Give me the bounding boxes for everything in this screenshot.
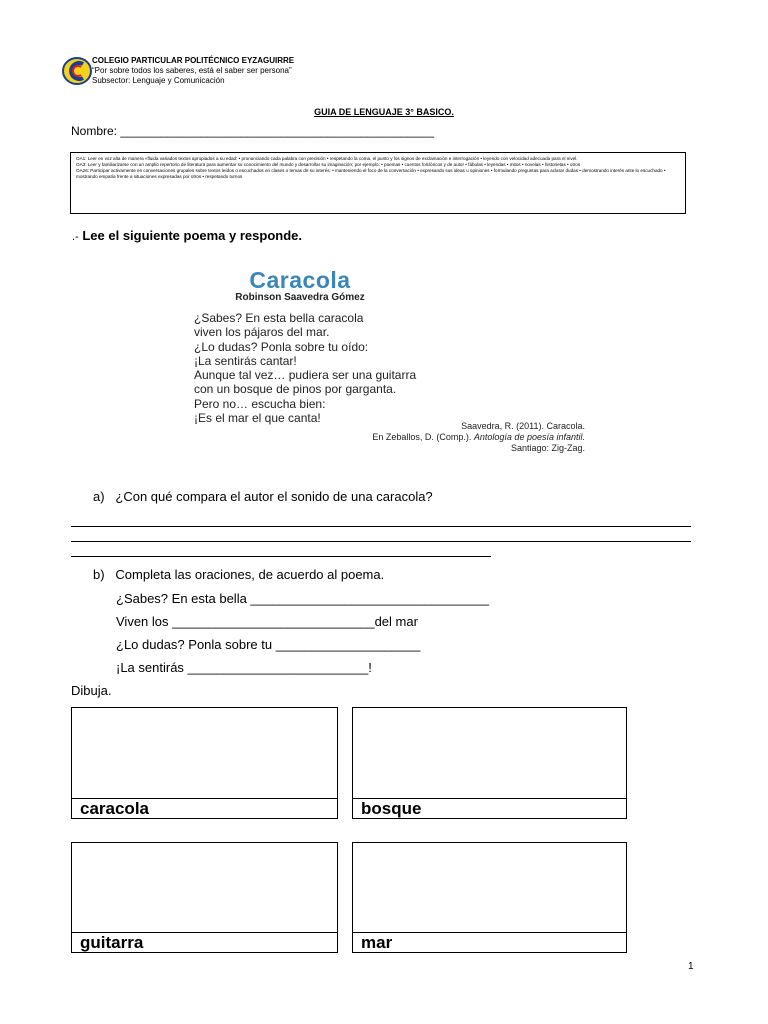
question-b-letter: b) bbox=[93, 567, 105, 582]
poem-reference bbox=[372, 421, 585, 454]
poem-line: ¿Sabes? En esta bella caracola bbox=[194, 311, 364, 325]
poem-line: Aunque tal vez… pudiera ser una guitarra bbox=[194, 368, 417, 383]
box-label-area bbox=[353, 798, 626, 818]
reference-line: Santiago: Zig-Zag. bbox=[510, 443, 585, 453]
school-subject: Subsector: Lenguaje y Comunicación bbox=[92, 76, 225, 85]
drawing-box-caracola[interactable] bbox=[71, 707, 338, 819]
question-a-letter: a) bbox=[93, 489, 105, 504]
poem-line: con un bosque de pinos por garganta. bbox=[194, 382, 397, 397]
school-crest-icon bbox=[62, 56, 92, 86]
question-b-text: Completa las oraciones, de acuerdo al poema. bbox=[115, 567, 385, 582]
question-b bbox=[93, 567, 384, 582]
answer-line[interactable] bbox=[71, 541, 691, 542]
question-a-text: ¿Con qué compara el autor el sonido de una caracola? bbox=[115, 489, 433, 504]
school-header bbox=[92, 56, 294, 86]
reference-line: En Zeballos, D. (Comp.). Antología de poesía infantil. bbox=[372, 432, 585, 442]
school-motto: “Por sobre todos los saberes, está el saber ser persona” bbox=[92, 66, 292, 75]
fill-in-sentence[interactable]: Viven los ____________________________del mar bbox=[116, 614, 418, 629]
fill-in-sentence[interactable]: ¿Lo dudas? Ponla sobre tu ____________________ bbox=[116, 637, 421, 652]
poem-line: ¡Es el mar el que canta! bbox=[194, 411, 321, 426]
drawing-box-guitarra[interactable] bbox=[71, 842, 338, 953]
box-label-area bbox=[72, 932, 337, 952]
poem-author: Robinson Saavedra Gómez bbox=[235, 292, 365, 303]
drawing-box-bosque[interactable] bbox=[352, 707, 627, 819]
box-label-area bbox=[353, 932, 626, 952]
box-label: mar bbox=[361, 933, 393, 952]
name-blank: _______________________________________________ bbox=[120, 124, 435, 138]
objectives-box bbox=[70, 152, 686, 214]
question-a bbox=[93, 489, 433, 504]
objective-oa1: OA1: Leer en voz alta de manera «fluida variados textos apropiados a su edad: • pronunciando cada palabra con precisión • respetando la coma, el punto y los signos de exclamación e interrogación • leyendo con velocidad adecuada para el nivel. bbox=[76, 156, 578, 161]
name-field bbox=[71, 124, 434, 138]
objective-oa3: OA3: Leer y familiarizarse con un amplio repertorio de literatura para aumentar su conocimiento del mundo y desarrollar su imaginación; por ejemplo: • poemas • cuentos folclóricos y de autor • fábulas • leyendas • mitos • novelas • historietas • otros bbox=[76, 162, 581, 167]
instruction-text: Lee el siguiente poema y responde. bbox=[82, 228, 302, 243]
poem-line: Pero no… escucha bien: bbox=[194, 396, 326, 411]
answer-line[interactable] bbox=[71, 526, 691, 527]
box-label: caracola bbox=[80, 799, 149, 818]
box-label: guitarra bbox=[80, 933, 144, 952]
page-number: 1 bbox=[688, 961, 694, 972]
poem-line: ¿Lo dudas? Ponla sobre tu oído: bbox=[194, 339, 369, 354]
poem-line: ¡La sentirás cantar! bbox=[194, 353, 297, 368]
fill-in-sentence[interactable]: ¡La sentirás _________________________! bbox=[116, 660, 372, 675]
box-label: bosque bbox=[361, 799, 422, 818]
reference-line: Saavedra, R. (2011). Caracola. bbox=[461, 421, 585, 431]
reading-instruction bbox=[72, 228, 302, 243]
poem-verses bbox=[194, 311, 416, 425]
answer-line[interactable] bbox=[71, 556, 491, 557]
name-label: Nombre: bbox=[71, 124, 118, 138]
poem-title: Caracola bbox=[249, 267, 351, 293]
guide-title: GUIA DE LENGUAJE 3° BASICO. bbox=[314, 107, 454, 117]
drawing-box-mar[interactable] bbox=[352, 842, 627, 953]
fill-in-sentence[interactable]: ¿Sabes? En esta bella _________________________________ bbox=[116, 591, 490, 606]
draw-instruction: Dibuja. bbox=[71, 683, 112, 698]
poem-line: viven los pájaros del mar. bbox=[194, 325, 330, 340]
box-label-area bbox=[72, 798, 337, 818]
instruction-prefix: .- bbox=[72, 231, 79, 243]
objective-oa26: OA26: Participar activamente en conversaciones grupales sobre textos leídos o escuchados en clases o temas de su interés: • manteniendo el foco de la conversación • expresando sus ideas u opiniones • formulando preguntas para aclarar dudas • demostrando interés ante lo escuchado • mostrando empatía frente a situaciones expresadas por otros • respetando turnos bbox=[76, 168, 666, 179]
school-name: COLEGIO PARTICULAR POLITÉCNICO EYZAGUIRRE bbox=[92, 56, 295, 65]
poem bbox=[190, 263, 640, 459]
